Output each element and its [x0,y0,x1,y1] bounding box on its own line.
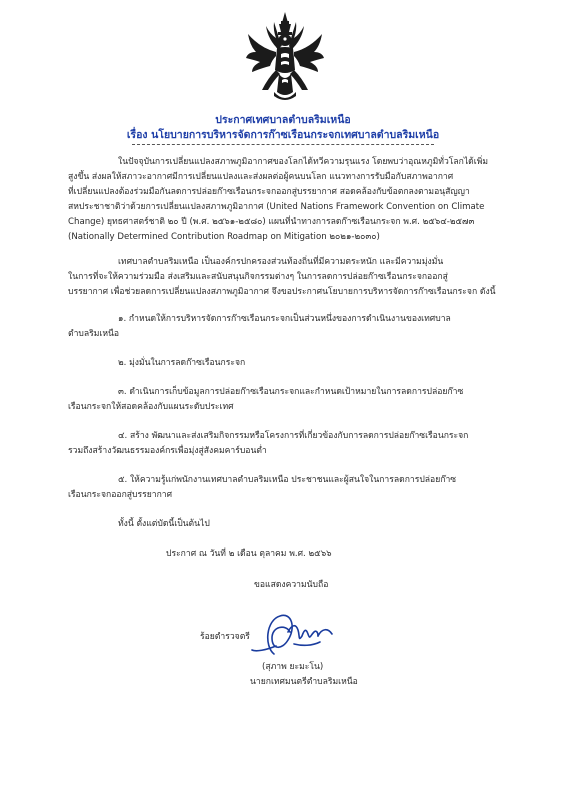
handwritten-signature [246,606,338,662]
signer-position: นายกเทศมนตรีตำบลริมเหนือ [250,677,358,687]
document-subject: เรื่อง นโยบายการบริหารจัดการก๊าซเรือนกระจกเทศบาลตำบลริมเหนือ [126,129,440,141]
intro-line: สูงขึ้น ส่งผลให้สภาวะอากาศมีการเปลี่ยนแปลงและส่งผลต่อผู้คนบนโลก แนวทางการรับมือกับสภาพอากาศ [68,172,454,182]
policy-item-3: ๓. ดำเนินการเก็บข้อมูลการปล่อยก๊าซเรือนกระจกและกำหนดเป้าหมายในการลดการปล่อยก๊าซ [118,387,464,397]
policy-item-3-cont: เรือนกระจกให้สอดคล้องกับแผนระดับประเทศ [68,402,234,412]
statement-line: บรรยากาศ เพื่อช่วยลดการเปลี่ยนแปลงสภาพภูมิอากาศ จึงขอประกาศนโยบายการบริหารจัดการก๊าซเรือนกระจก ดังนี้ [68,287,496,297]
policy-item-4: ๔. สร้าง พัฒนาและส่งเสริมกิจกรรมหรือโครงการที่เกี่ยวข้องกับการลดการปล่อยก๊าซเรือนกระจก [118,431,469,441]
signer-rank: ร้อยตำรวจตรี [200,632,250,642]
intro-line: ที่เปลี่ยนแปลงต้องร่วมมือกันลดการปล่อยก๊าซเรือนกระจกออกสู่บรรยากาศ สอดคล้องกับข้อตกลงตามอนุสัญญา [68,187,470,197]
policy-item-4-cont: รวมถึงสร้างวัฒนธรรมองค์กรเพื่อมุ่งสู่สังคมคาร์บอนต่ำ [68,446,267,456]
policy-item-5-cont: เรือนกระจกออกสู่บรรยากาศ [68,490,173,500]
closing-phrase: ขอแสดงความนับถือ [254,580,329,590]
intro-line: Change) ยุทธศาสตร์ชาติ ๒๐ ปี (พ.ศ. ๒๕๖๑-๒๕๘๐) แผนที่นำทางการลดก๊าซเรือนกระจก พ.ศ. ๒๕๖๔-๒๕๗๓ [68,217,475,227]
intro-line: สหประชาชาติว่าด้วยการเปลี่ยนแปลงสภาพภูมิอากาศ (United Nations Framework Convention on Climate [68,202,485,212]
policy-item-2: ๒. มุ่งมั่นในการลดก๊าซเรือนกระจก [118,358,246,368]
signer-name: (สุภาพ ยะมะโน) [262,662,324,672]
policy-item-1: ๑. กำหนดให้การบริหารจัดการก๊าซเรือนกระจกเป็นส่วนหนึ่งของการดำเนินงานของเทศบาล [118,314,451,324]
document-title: ประกาศเทศบาลตำบลริมเหนือ [215,114,351,126]
policy-item-5: ๕. ให้ความรู้แก่พนักงานเทศบาลตำบลริมเหนือ ประชาชนและผู้สนใจในการลดการปล่อยก๊าซ [118,475,457,485]
garuda-emblem-icon [246,12,324,104]
policy-item-1-cont: ตำบลริมเหนือ [68,329,120,339]
intro-line: ในปัจจุบันการเปลี่ยนแปลงสภาพภูมิอากาศของโลกได้ทวีความรุนแรง โดยพบว่าอุณหภูมิทั่วโลกได้เพิ่ม [118,157,489,167]
announcement-date: ประกาศ ณ วันที่ ๒ เดือน ตุลาคม พ.ศ. ๒๕๖๖ [166,549,332,559]
statement-line: ในการที่จะให้ความร่วมมือ ส่งเสริมและสนับสนุนกิจกรรมต่างๆ ในการลดการปล่อยก๊าซเรือนกระจกออกสู่ [68,272,448,282]
statement-line: เทศบาลตำบลริมเหนือ เป็นองค์กรปกครองส่วนท้องถิ่นที่มีความตระหนัก และมีความมุ่งมั่น [118,257,444,267]
title-divider [132,144,434,145]
effective-statement: ทั้งนี้ ตั้งแต่บัดนี้เป็นต้นไป [118,519,210,529]
intro-line: (Nationally Determined Contribution Roadmap on Mitigation ๒๐๒๑-๒๐๓๐) [68,232,380,242]
